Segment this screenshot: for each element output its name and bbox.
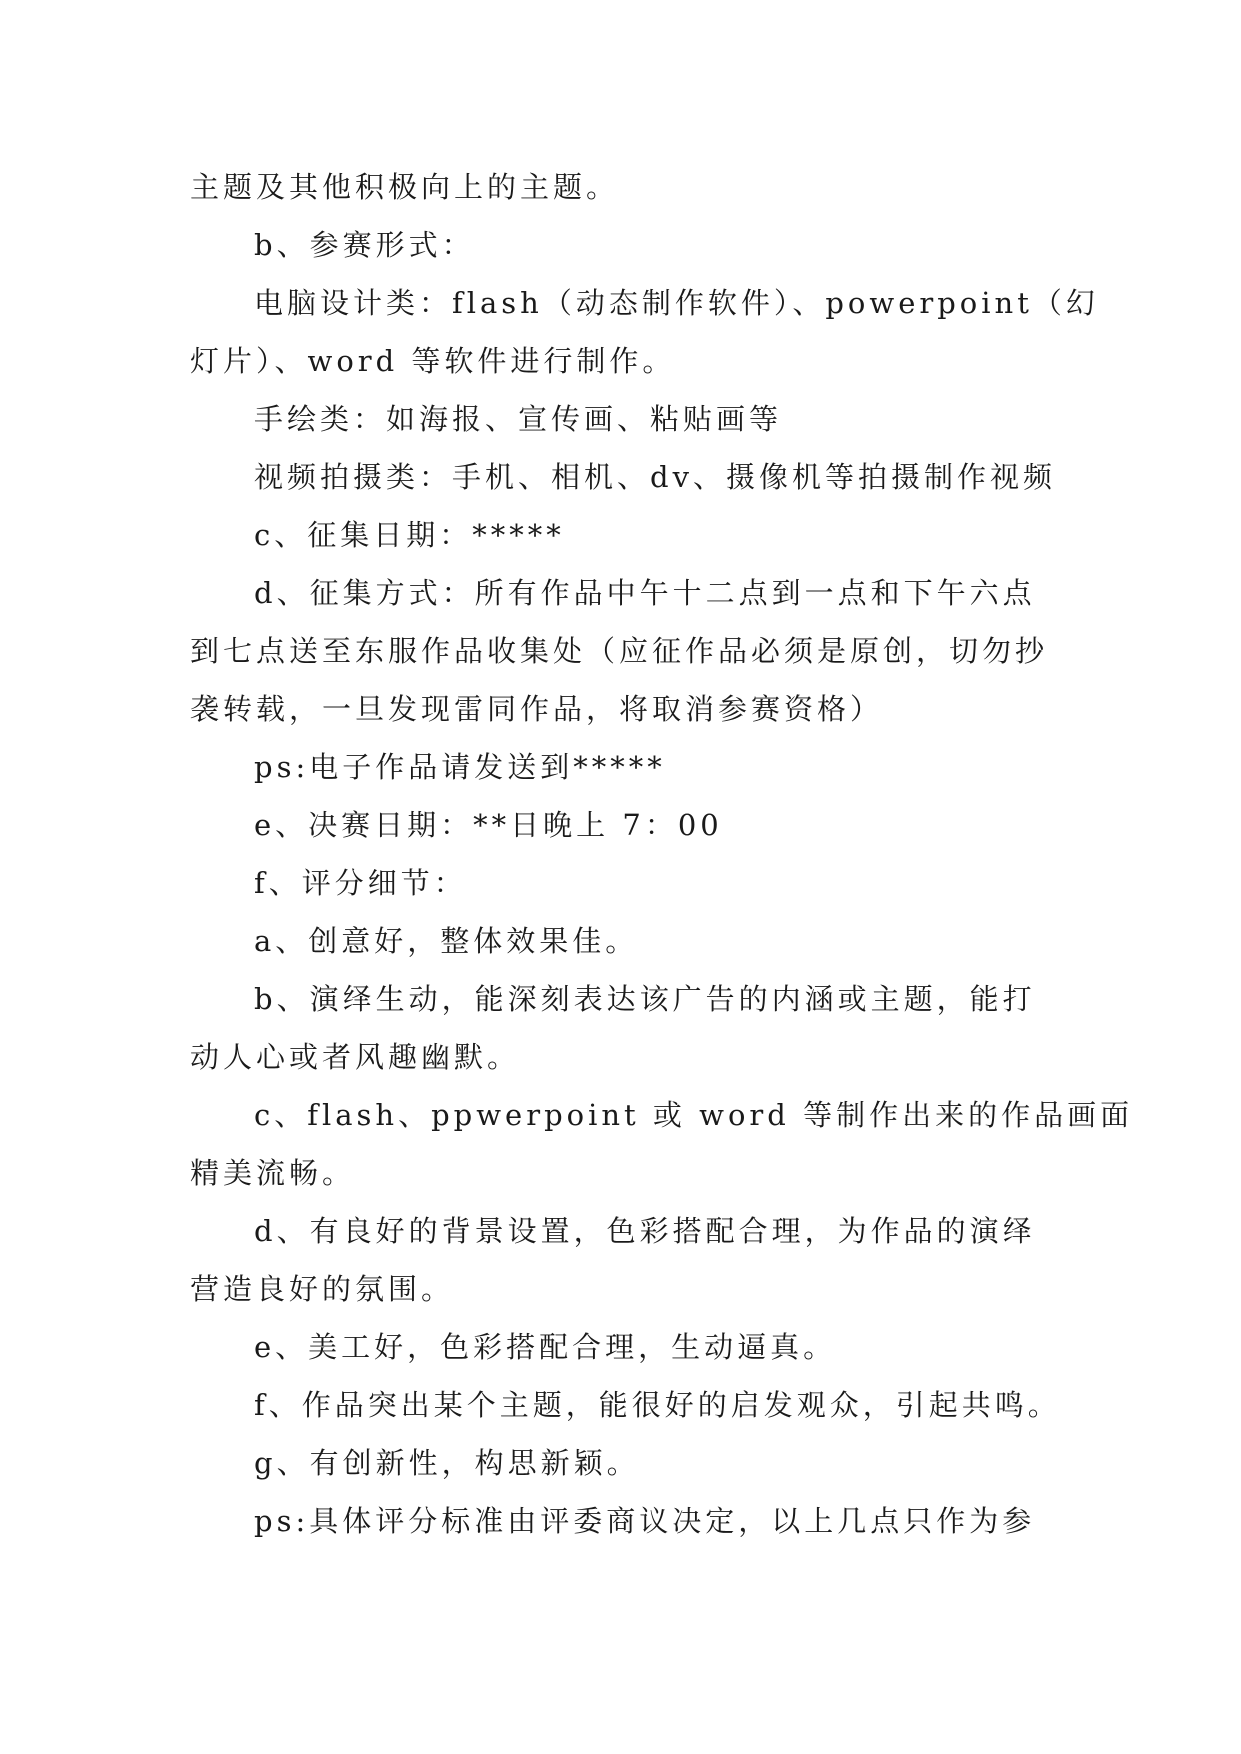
text-line: f、评分细节：	[254, 866, 467, 900]
text-line: a、创意好，整体效果佳。	[254, 924, 639, 958]
text-line: 手绘类：如海报、宣传画、粘贴画等	[254, 402, 783, 436]
text-line: 主题及其他积极向上的主题。	[190, 170, 620, 204]
text-line: ps:具体评分标准由评委商议决定，以上几点只作为参	[254, 1504, 1036, 1538]
text-line: 袭转载，一旦发现雷同作品，将取消参赛资格）	[190, 692, 884, 726]
text-line: 灯片）、word 等软件进行制作。	[190, 344, 676, 378]
document-body	[190, 158, 1134, 1550]
text-line: c、征集日期：*****	[254, 518, 565, 552]
text-line: 电脑设计类：flash（动态制作软件）、powerpoint（幻	[254, 286, 1099, 320]
text-line: e、美工好，色彩搭配合理，生动逼真。	[254, 1330, 837, 1364]
text-line: d、征集方式：所有作品中午十二点到一点和下午六点	[254, 576, 1036, 610]
text-line: 营造良好的氛围。	[190, 1272, 455, 1306]
text-line: 动人心或者风趣幽默。	[190, 1040, 521, 1074]
text-line: 精美流畅。	[190, 1156, 356, 1190]
text-line: 到七点送至东服作品收集处（应征作品必须是原创，切勿抄	[190, 634, 1049, 668]
text-line: d、有良好的背景设置，色彩搭配合理，为作品的演绎	[254, 1214, 1036, 1248]
text-line: f、作品突出某个主题，能很好的启发观众，引起共鸣。	[254, 1388, 1061, 1422]
text-line: b、演绎生动，能深刻表达该广告的内涵或主题，能打	[254, 982, 1036, 1016]
text-line: ps:电子作品请发送到*****	[254, 750, 666, 784]
text-line: c、flash、ppwerpoint 或 word 等制作出来的作品画面	[254, 1098, 1134, 1132]
text-line: g、有创新性，构思新颖。	[254, 1446, 640, 1480]
text-line: b、参赛形式：	[254, 228, 475, 262]
text-line: 视频拍摄类：手机、相机、dv、摄像机等拍摄制作视频	[254, 460, 1056, 494]
text-line: e、决赛日期：**日晚上 7：00	[254, 808, 723, 842]
